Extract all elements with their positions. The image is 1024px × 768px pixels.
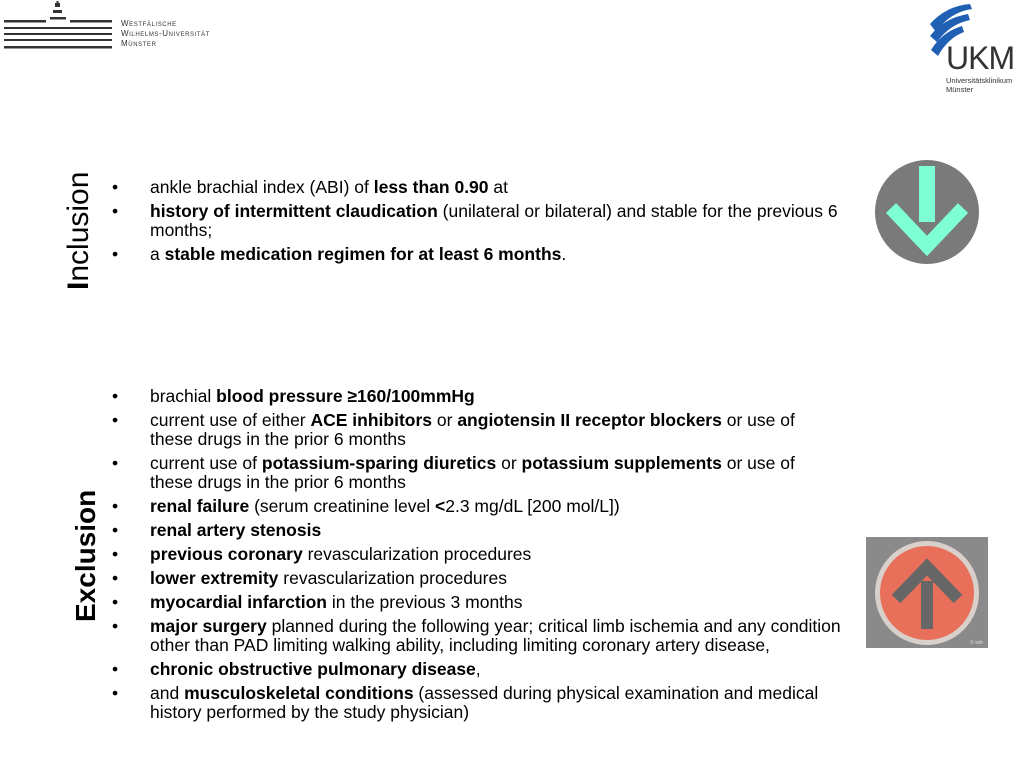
- exclusion-criterion-item-bold-text: potassium-sparing diuretics: [261, 453, 497, 473]
- exclusion-criterion-item-bold-text: blood pressure ≥160/100mmHg: [216, 386, 475, 406]
- inclusion-criterion-item: [112, 178, 842, 197]
- exclusion-criterion-item: [112, 684, 842, 722]
- exclusion-criterion-item: [112, 569, 842, 588]
- inclusion-criterion-item-bold-text: less than 0.90: [373, 177, 489, 197]
- exclusion-criterion-item-text: planned during the following year; critical limb ischemia and any condition other than PAD limiting walking ability, including limiting coronary artery disease,: [150, 616, 841, 655]
- university-name-line-1: Westfälische: [121, 19, 177, 28]
- exclusion-criterion-item-text: revascularization procedures: [278, 568, 507, 588]
- exclusion-criterion-item-bold-text: previous coronary: [150, 544, 303, 564]
- exclusion-criterion-item-bold-text: <: [435, 496, 446, 516]
- exclusion-criterion-item-text: in the previous 3 months: [327, 592, 523, 612]
- exclusion-criterion-item: [112, 593, 842, 612]
- exclusion-criterion-item-bold-text: chronic obstructive pulmonary disease: [150, 659, 476, 679]
- exclusion-criterion-item-text: brachial: [150, 386, 217, 406]
- exclusion-criterion-item-text: revascularization procedures: [302, 544, 532, 564]
- inclusion-criterion-item-text: ankle brachial index (ABI) of: [150, 177, 374, 197]
- exclusion-criterion-item-bold-text: lower extremity: [150, 568, 279, 588]
- exclusion-criterion-item-bold-text: myocardial infarction: [150, 592, 327, 612]
- inclusion-criterion-item-bold-text: stable medication regimen for at least 6 months: [164, 244, 562, 264]
- exclusion-criteria-list: [112, 387, 842, 727]
- inclusion-criteria-list: [112, 178, 842, 269]
- ukm-wordmark: UKM: [946, 40, 1015, 76]
- clinic-subtitle-line-2: Münster: [946, 85, 974, 94]
- inclusion-criterion-item-text: at: [488, 177, 508, 197]
- exclusion-criterion-item: [112, 497, 842, 516]
- exclusion-criterion-item-bold-text: potassium supplements: [521, 453, 722, 473]
- exclusion-criterion-item-text: (serum creatinine level: [249, 496, 435, 516]
- exclusion-criterion-item-text: and: [150, 683, 185, 703]
- exclusion-criterion-item-text: or use of these drugs in the prior 6 months: [150, 453, 795, 492]
- university-name-line-3: Münster: [121, 39, 157, 48]
- inclusion-criterion-item-bold-text: history of intermittent claudication: [150, 201, 438, 221]
- exclusion-heading: Exclusion: [70, 489, 101, 622]
- inclusion-criterion-item: [112, 202, 842, 240]
- inclusion-heading-rest: nclusion: [62, 171, 95, 282]
- exclusion-criterion-item-text: ,: [475, 659, 481, 679]
- green-down-arrow-icon: [873, 158, 981, 266]
- exclusion-criterion-item-bold-text: angiotensin II receptor blockers: [457, 410, 722, 430]
- exclusion-criterion-item: [112, 545, 842, 564]
- inclusion-criterion-item-text: (unilateral or bilateral) and stable for the previous 6 months;: [150, 201, 838, 240]
- exclusion-criterion-item-text: or: [496, 453, 522, 473]
- red-up-arrow-icon: [866, 537, 988, 648]
- exclusion-criterion-item-bold-text: musculoskeletal conditions: [184, 683, 414, 703]
- exclusion-criterion-item: [112, 454, 842, 492]
- exclusion-criterion-item-bold-text: renal artery stenosis: [150, 520, 322, 540]
- university-name-line-2: Wilhelms-Universität: [121, 29, 211, 38]
- exclusion-criterion-item-text: (assessed during physical examination and medical history performed by the study physician): [150, 683, 819, 722]
- clinic-subtitle-line-1: Universitätsklinikum: [946, 76, 1013, 85]
- exclusion-criterion-item-text: 2.3 mg/dL [200 mol/L]): [445, 496, 620, 516]
- exclusion-criterion-item-text: current use of either: [150, 410, 311, 430]
- inclusion-criterion-item: [112, 245, 842, 264]
- inclusion-criterion-item-text: .: [561, 244, 567, 264]
- exclusion-criterion-item: [112, 660, 842, 679]
- exclusion-criterion-item: [112, 387, 842, 406]
- exclusion-criterion-item-text: current use of: [150, 453, 262, 473]
- exclusion-criterion-item-text: or: [432, 410, 458, 430]
- exclusion-criterion-item-bold-text: major surgery: [150, 616, 267, 636]
- exclusion-criterion-item: [112, 411, 842, 449]
- exclusion-criterion-item-text: or use of these drugs in the prior 6 months: [150, 410, 795, 449]
- inclusion-criterion-item-text: a: [150, 244, 165, 264]
- exclusion-criterion-item: [112, 617, 842, 655]
- inclusion-heading: [62, 172, 96, 290]
- exclusion-criterion-item-bold-text: ACE inhibitors: [310, 410, 433, 430]
- image-credit: © wdr: [970, 640, 984, 646]
- exclusion-criterion-item-bold-text: renal failure: [150, 496, 250, 516]
- inclusion-heading-initial: I: [62, 281, 95, 290]
- exclusion-criterion-item: [112, 521, 842, 540]
